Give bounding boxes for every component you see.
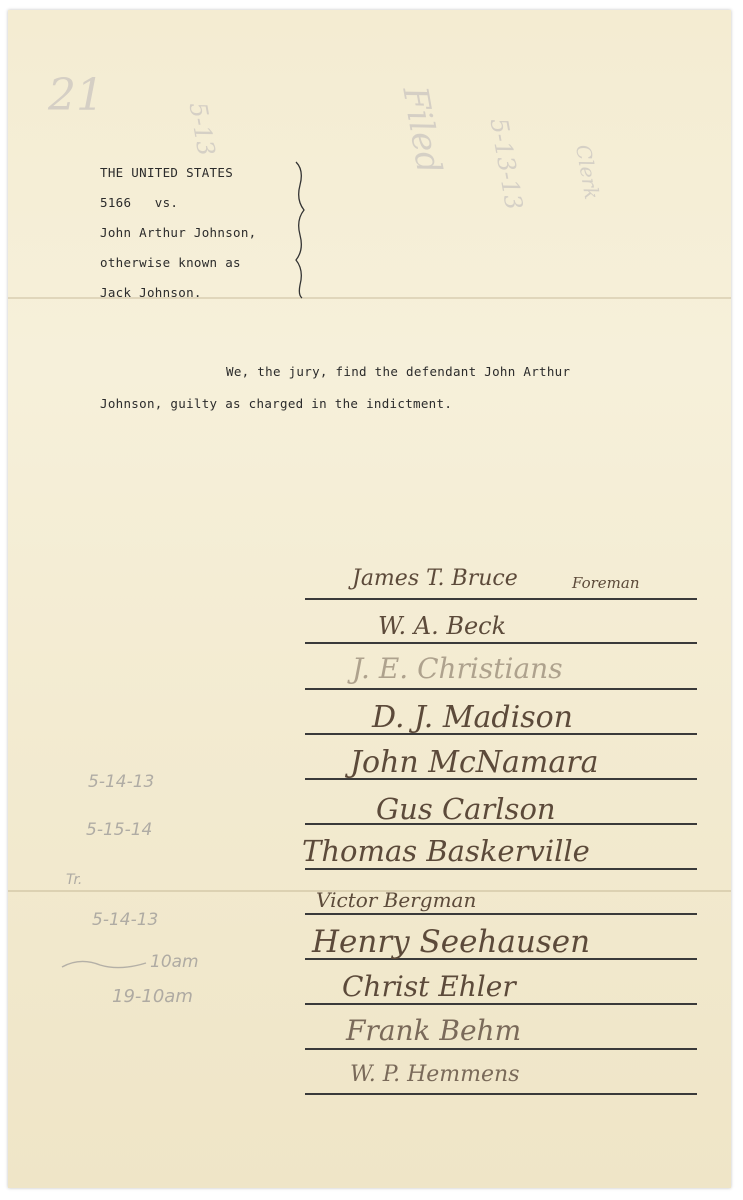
signature-line xyxy=(305,688,697,690)
pencil-note: 5-14-13 xyxy=(92,910,159,930)
juror-signature: Christ Ehler xyxy=(342,970,516,1003)
signature-line xyxy=(305,868,697,870)
faded-note: Clerk xyxy=(570,142,605,202)
caption-alias: Jack Johnson. xyxy=(100,285,202,300)
juror-signature: J. E. Christians xyxy=(352,652,563,685)
faded-note: 5-13-13 xyxy=(484,115,529,213)
juror-signature: Henry Seehausen xyxy=(312,924,591,960)
signature-line xyxy=(305,913,697,915)
signature-line xyxy=(305,1003,697,1005)
verdict-line-2: Johnson, guilty as charged in the indictment. xyxy=(100,396,453,411)
signature-line xyxy=(305,1048,697,1050)
caption-brace xyxy=(292,160,312,300)
verdict-line-1: We, the jury, find the defendant John Arthur xyxy=(226,364,571,379)
faded-note: 5-13 xyxy=(183,100,221,158)
caption-defendant: John Arthur Johnson, xyxy=(100,225,257,240)
pencil-note: 19-10am xyxy=(112,986,193,1007)
juror-signature: Gus Carlson xyxy=(376,792,556,826)
signature-line xyxy=(305,598,697,600)
signature-line xyxy=(305,642,697,644)
caption-alias-prefix: otherwise known as xyxy=(100,255,241,270)
pencil-note: Tr. xyxy=(66,872,83,888)
foreman-label: Foreman xyxy=(572,574,640,592)
juror-signature: D. J. Madison xyxy=(372,700,574,735)
pencil-note: 5-14-13 xyxy=(88,772,155,792)
faded-note: Filed xyxy=(394,83,449,177)
pencil-note: 10am xyxy=(150,952,199,972)
juror-signature: Victor Bergman xyxy=(316,888,477,912)
caption-plaintiff: THE UNITED STATES xyxy=(100,165,234,180)
caption-case-number: 5166 vs. xyxy=(100,195,179,210)
pencil-note: 5-15-14 xyxy=(86,820,153,840)
juror-signature: W. P. Hemmens xyxy=(350,1062,520,1087)
juror-signature: James T. Bruce xyxy=(352,566,518,591)
signature-line xyxy=(305,1093,697,1095)
juror-signature: John McNamara xyxy=(350,745,599,780)
juror-signature: Thomas Baskerville xyxy=(302,834,590,868)
faded-note: 21 xyxy=(48,70,104,121)
pencil-scribble xyxy=(60,955,150,975)
juror-signature: W. A. Beck xyxy=(378,612,507,640)
juror-signature: Frank Behm xyxy=(346,1014,522,1047)
